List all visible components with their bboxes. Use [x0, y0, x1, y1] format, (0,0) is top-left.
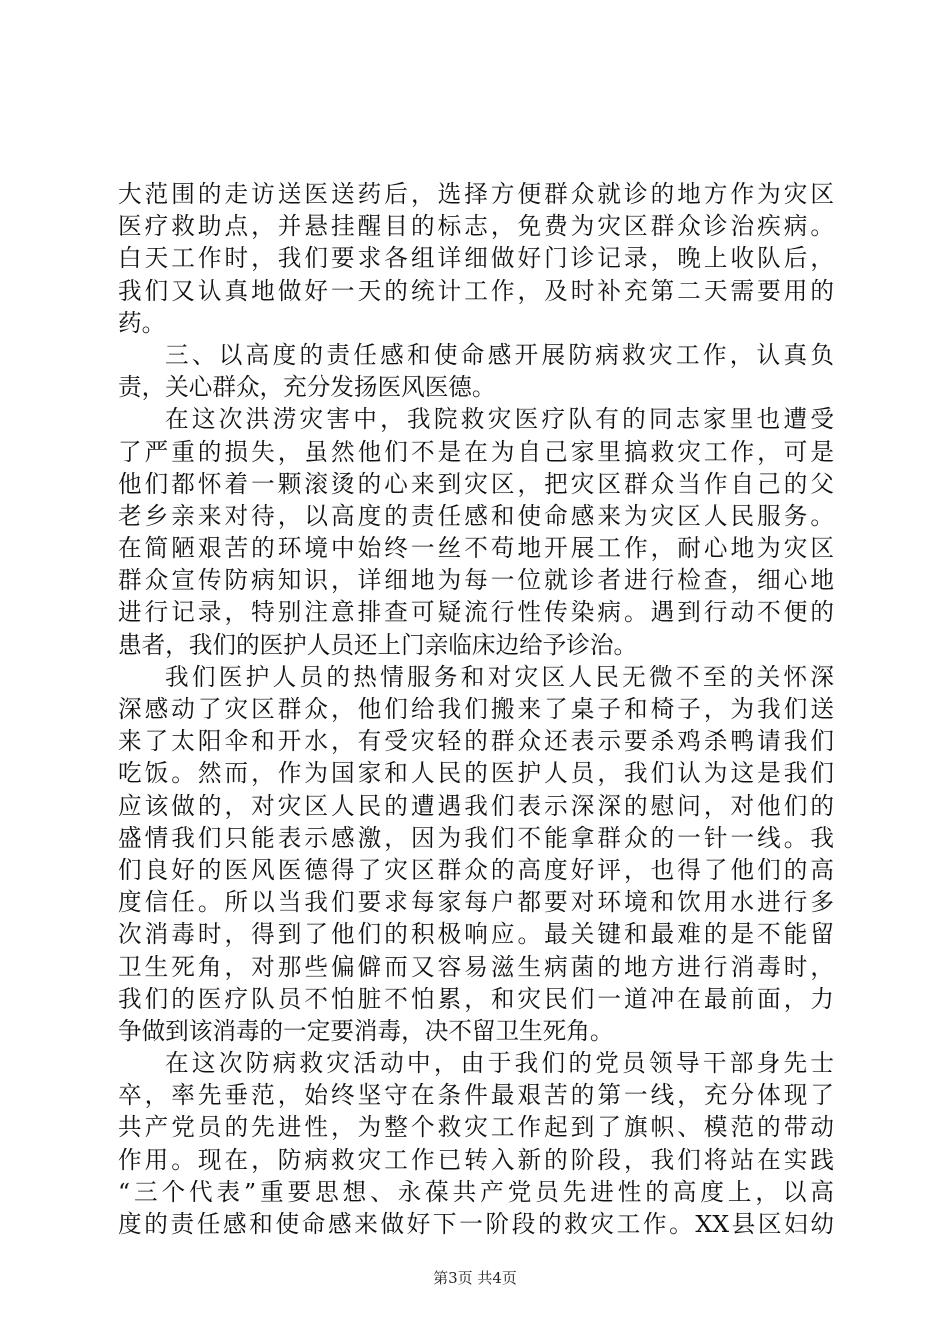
page-footer: 第3页 共4页 [433, 1269, 517, 1287]
text-line: 我们的医疗队员不怕脏不怕累，和灾民们一道冲在最前面，力 [118, 984, 834, 1013]
text-line: 度的责任感和使命感来做好下一阶段的救灾工作。XX县区妇幼 [118, 1210, 834, 1238]
text-line: 卫生死角，对那些偏僻而又容易滋生病菌的地方进行消毒时， [118, 952, 834, 981]
text-line: 三、以高度的责任感和使命感开展防病救灾工作，认真负 [165, 340, 834, 369]
text-line: “三个代表”重要思想、永葆共产党员先进性的高度上，以高 [118, 1177, 834, 1206]
text-line: 来了太阳伞和开水，有受灾轻的群众还表示要杀鸡杀鸭请我们 [118, 727, 834, 756]
text-line: 医疗救助点，并悬挂醒目的标志，免费为灾区群众诊治疾病。 [118, 212, 834, 241]
text-line: 争做到该消毒的一定要消毒，决不留卫生死角。 [118, 1016, 614, 1045]
text-line: 作用。现在，防病救灾工作已转入新的阶段，我们将站在实践 [118, 1145, 834, 1174]
text-line: 度信任。所以当我们要求每家每户都要对环境和饮用水进行多 [118, 888, 834, 917]
text-line: 应该做的，对灾区人民的遭遇我们表示深深的慰问，对他们的 [118, 791, 834, 820]
text-line: 卒，率先垂范，始终坚守在条件最艰苦的第一线，充分体现了 [118, 1081, 834, 1110]
text-line: 责，关心群众，充分发扬医风医德。 [118, 373, 496, 402]
text-line: 我们又认真地做好一天的统计工作，及时补充第二天需要用的 [118, 276, 834, 305]
text-line: 老乡亲来对待，以高度的责任感和使命感来为灾区人民服务。 [118, 501, 834, 530]
text-line: 盛情我们只能表示感激，因为我们不能拿群众的一针一线。我 [118, 823, 834, 852]
text-line: 共产党员的先进性，为整个救灾工作起到了旗帜、模范的带动 [118, 1113, 834, 1142]
text-line: 了严重的损失，虽然他们不是在为自己家里搞救灾工作，可是 [118, 437, 834, 466]
text-line: 进行记录，特别注意排查可疑流行性传染病。遇到行动不便的 [118, 598, 834, 627]
text-line: 们良好的医风医德得了灾区群众的高度好评，也得了他们的高 [118, 855, 834, 884]
text-line: 他们都怀着一颗滚烫的心来到灾区，把灾区群众当作自己的父 [118, 469, 834, 498]
text-line: 药。 [118, 308, 166, 337]
text-line: 群众宣传防病知识，详细地为每一位就诊者进行检查，细心地 [118, 566, 834, 595]
text-line: 吃饭。然而，作为国家和人民的医护人员，我们认为这是我们 [118, 759, 834, 788]
text-line: 患者，我们的医护人员还上门亲临床边给予诊治。 [118, 630, 638, 659]
text-line: 次消毒时，得到了他们的积极响应。最关键和最难的是不能留 [118, 920, 834, 949]
text-line: 深感动了灾区群众，他们给我们搬来了桌子和椅子，为我们送 [118, 695, 834, 723]
text-line: 在这次防病救灾活动中，由于我们的党员领导干部身先士 [165, 1049, 834, 1078]
text-line: 在这次洪涝灾害中，我院救灾医疗队有的同志家里也遭受 [165, 405, 834, 434]
text-line: 白天工作时，我们要求各组详细做好门诊记录，晚上收队后， [118, 244, 834, 273]
text-line: 大范围的走访送医送药后，选择方便群众就诊的地方作为灾区 [118, 180, 834, 208]
document-body [118, 178, 834, 1240]
text-line: 在简陋艰苦的环境中始终一丝不苟地开展工作，耐心地为灾区 [118, 534, 834, 563]
text-line: 我们医护人员的热情服务和对灾区人民无微不至的关怀深 [165, 662, 834, 691]
